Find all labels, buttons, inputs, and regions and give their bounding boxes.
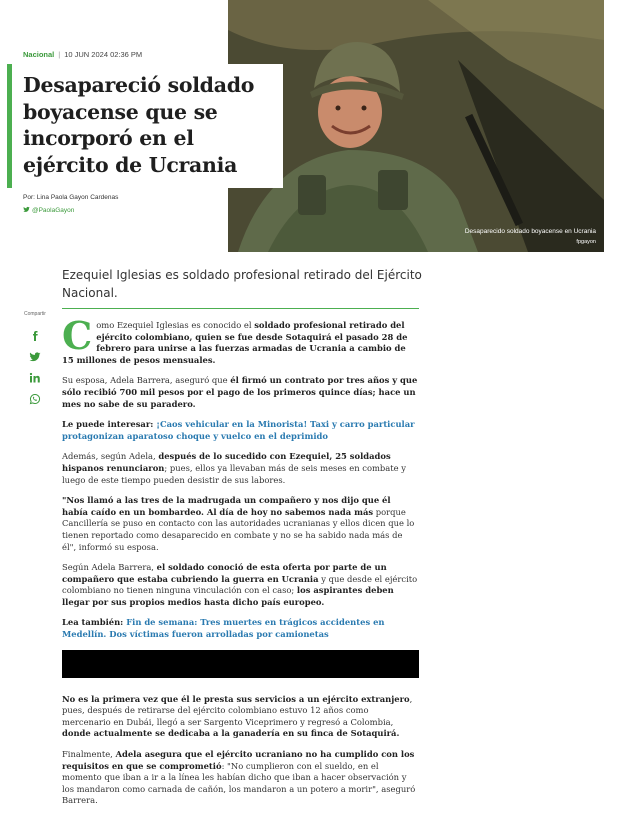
author-twitter-link[interactable] bbox=[23, 206, 74, 214]
bold-text: donde actualmente se dedicaba a la ganadería en su finca de Sotaquirá. bbox=[62, 728, 400, 739]
related-label: Le puede interesar: bbox=[62, 419, 157, 430]
bold-text: "Nos llamó a las tres de la madrugada un compañero y nos dijo que él había caído en un bombardeo. Al día de hoy no sabemos nada más bbox=[62, 495, 391, 517]
twitter-icon bbox=[29, 351, 41, 363]
author-byline: Por: Lina Paola Gayon Cardenas bbox=[23, 194, 119, 201]
bold-text: Adela asegura que el ejército ucraniano no ha cumplido con los requisitos en que se comprometió bbox=[62, 749, 415, 771]
article-body bbox=[62, 313, 419, 816]
paragraph-8 bbox=[62, 694, 419, 740]
related-article-link[interactable]: Fin de semana: Tres muertes en trágicos accidentes en Medellín. Dos víctimas fueron arrolladas por camionetas bbox=[62, 617, 385, 640]
paragraph-9 bbox=[62, 749, 419, 807]
paragraph-5 bbox=[62, 495, 419, 553]
bold-text: él firmó un contrato por tres años y que sólo recibió 700 mil pesos por el pago de los primeros quince días; hace un mes no sabe de su paradero. bbox=[62, 375, 418, 409]
publish-date: 10 JUN 2024 02:36 PM bbox=[64, 50, 143, 59]
related-link-1 bbox=[62, 419, 419, 442]
text-span: Su esposa, Adela Barrera, aseguró que bbox=[62, 375, 231, 386]
text-span: ; pues, ellos ya llevaban más de seis meses en combate y luego de este tiempo pueden desistir de sus labores. bbox=[62, 462, 406, 485]
article-lead: Ezequiel Iglesias es soldado profesional retirado del Ejército Nacional. bbox=[62, 268, 422, 300]
text-span: : "No cumplieron con el sueldo, en el momento que iban a ir a la línea les habían dicho que iban a hacer observación y los mandaron como carnada de cañón, los mandaron a un potero a morir", aseguró Barrera. bbox=[62, 760, 416, 806]
bold-text: No es la primera vez que él le presta sus servicios a un ejército extranjero bbox=[62, 693, 410, 704]
text-span: Según Adela Barrera, bbox=[62, 562, 157, 573]
section-link[interactable]: Nacional bbox=[23, 50, 55, 59]
article-meta bbox=[23, 50, 142, 59]
ad-placeholder bbox=[62, 650, 419, 678]
share-twitter-button[interactable] bbox=[29, 348, 41, 360]
soldier-photo-illustration bbox=[228, 0, 604, 252]
share-linkedin-button[interactable] bbox=[29, 369, 41, 381]
paragraph-1 bbox=[62, 313, 419, 366]
related-label: Lea también: bbox=[62, 617, 127, 628]
photo-caption bbox=[465, 226, 596, 248]
drop-cap: C bbox=[62, 313, 93, 358]
hero-photo bbox=[228, 0, 604, 252]
text-span: , pues, después de retirarse del ejército colombiano estuvo 12 años como mercenario en Dubái, llegó a ser Sargento Viceprimero y regresó a Colombia, bbox=[62, 693, 413, 727]
bold-text: soldado profesional retirado del ejército colombiano, quien se fue desde Sotaquirá el pasado 28 de febrero para unirse a las fuerzas armadas de Ucrania a cambio de 15 millones de pesos mensuales. bbox=[62, 320, 408, 365]
related-link-2 bbox=[62, 617, 419, 640]
lead-divider bbox=[62, 308, 419, 309]
facebook-icon bbox=[29, 330, 41, 342]
paragraph-2 bbox=[62, 375, 419, 410]
bold-text: los aspirantes deben llegar por sus propios medios hasta dicho país europeo. bbox=[62, 585, 394, 607]
share-label: Compartir bbox=[24, 311, 46, 317]
title-accent-bar bbox=[7, 64, 12, 188]
paragraph-6 bbox=[62, 562, 419, 608]
text-span: porque Cancillería se puso en contacto con las autoridades ucranianas y ellos dicen que lo tienen reportado como desaparecido en combate y no se ha sabido nada más de él", informó su esposa. bbox=[62, 506, 415, 552]
text-span: Además, según Adela, bbox=[62, 451, 159, 462]
bold-text: el soldado conoció de esta oferta por parte de un compañero que estaba cubriendo la guerra en Ucrania bbox=[62, 562, 387, 584]
meta-separator: | bbox=[58, 50, 61, 59]
twitter-handle: @PaolaGayon bbox=[32, 207, 75, 214]
paragraph-4 bbox=[62, 451, 419, 486]
related-article-link[interactable]: ¡Caos vehicular en la Minorista! Taxi y carro particular protagonizan aparatoso choque y vuelco en el deprimido bbox=[62, 419, 415, 441]
bold-text: después de lo sucedido con Ezequiel, 25 soldados hispanos renunciaron bbox=[62, 451, 391, 473]
twitter-icon bbox=[23, 206, 30, 213]
photo-credit: fpgayon bbox=[576, 239, 596, 245]
caption-text: Desaparecido soldado boyacense en Ucrania bbox=[464, 228, 596, 235]
linkedin-icon bbox=[29, 372, 41, 384]
text-span: Finalmente, bbox=[62, 749, 116, 760]
page-title: Desapareció soldado boyacense que se incorporó en el ejército de Ucrania bbox=[23, 73, 255, 177]
text-span: omo Ezequiel Iglesias es conocido el bbox=[96, 320, 255, 330]
share-facebook-button[interactable] bbox=[29, 327, 41, 339]
whatsapp-icon bbox=[29, 393, 41, 405]
share-whatsapp-button[interactable] bbox=[29, 390, 41, 402]
text-span: y que desde el ejército colombiano no tienen ninguna vinculación con el caso; bbox=[62, 573, 418, 596]
